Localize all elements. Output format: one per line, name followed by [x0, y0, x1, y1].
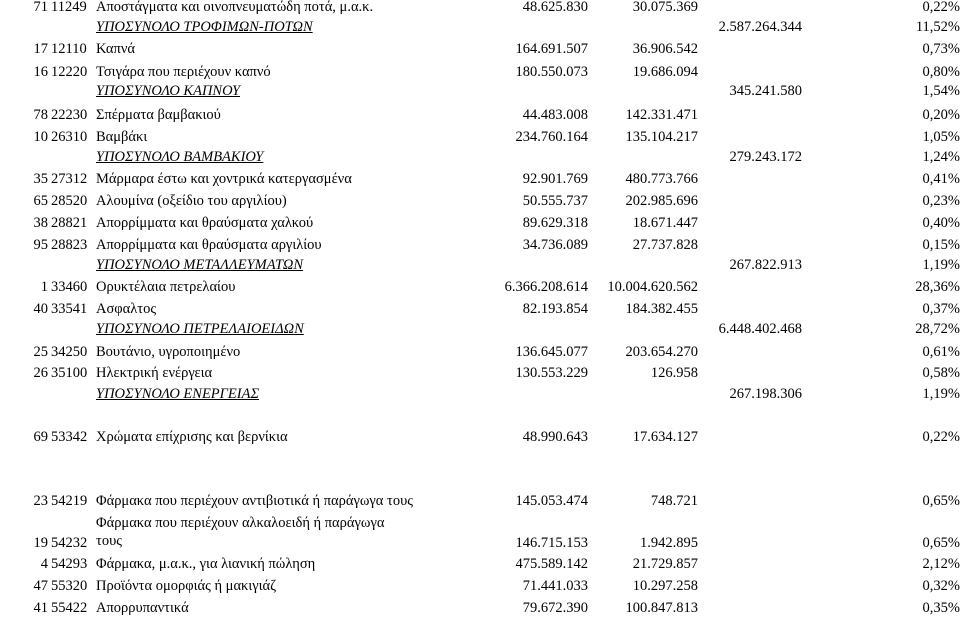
percent-cell: 1,24%	[922, 149, 960, 165]
rank-cell: 1	[40, 279, 48, 295]
table-row	[0, 190, 960, 212]
table-row	[0, 575, 960, 597]
value-2-cell: 1.942.895	[640, 535, 698, 551]
code-cell: 28520	[51, 193, 88, 209]
code-cell: 33541	[51, 301, 88, 317]
table-row	[0, 426, 960, 448]
table-row	[0, 490, 960, 512]
description-line: Φάρμακα που περιέχουν αλκαλοειδή ή παράγωγα	[96, 515, 385, 531]
code-cell: 12220	[51, 64, 88, 80]
value-2-cell: 10.297.258	[632, 578, 698, 594]
table-row	[0, 362, 960, 384]
subtotal-label: ΥΠΟΣΥΝΟΛΟ ΜΕΤΑΛΛΕΥΜΑΤΩΝ	[96, 257, 303, 273]
description-cell: Ηλεκτρική ενέργεια	[96, 365, 213, 381]
value-2-cell: 184.382.455	[625, 301, 698, 317]
table-row	[0, 276, 960, 298]
value-2-cell: 36.906.542	[632, 41, 698, 57]
value-1-cell: 89.629.318	[522, 215, 588, 231]
value-2-cell: 27.737.828	[632, 237, 698, 253]
code-cell: 54293	[51, 556, 88, 572]
code-cell: 33460	[51, 279, 88, 295]
code-cell: 12110	[51, 41, 87, 57]
value-1-cell: 48.625.830	[522, 0, 588, 15]
value-2-cell: 135.104.217	[625, 129, 698, 145]
rank-cell: 40	[33, 301, 48, 317]
value-1-cell: 136.645.077	[515, 344, 588, 360]
description-cell	[96, 514, 384, 550]
description-cell: Χρώματα επίχρισης και βερνίκια	[96, 429, 288, 445]
rank-cell: 47	[33, 578, 48, 594]
description-cell: Μάρμαρα έστω και χοντρικά κατεργασμένα	[96, 171, 352, 187]
value-1-cell: 146.715.153	[515, 535, 588, 551]
table-row	[0, 341, 960, 363]
table-row	[0, 38, 960, 60]
percent-cell: 1,19%	[922, 386, 960, 402]
subtotal-label: ΥΠΟΣΥΝΟΛΟ ΒΑΜΒΑΚΙΟΥ	[96, 149, 264, 165]
rank-cell: 69	[33, 429, 48, 445]
subtotal-value: 6.448.402.468	[718, 321, 802, 337]
description-cell: Τσιγάρα που περιέχουν καπνό	[96, 64, 271, 80]
description-cell: Αλουμίνα (οξείδιο του αργιλίου)	[96, 193, 287, 209]
code-cell: 34250	[51, 344, 88, 360]
rank-cell: 16	[33, 64, 48, 80]
rank-cell: 25	[33, 344, 48, 360]
table-row	[0, 234, 960, 256]
subtotal-value: 279.243.172	[729, 149, 802, 165]
table-row	[0, 212, 960, 234]
rank-cell: 23	[33, 493, 48, 509]
percent-cell: 0,15%	[922, 237, 960, 253]
value-1-cell: 44.483.008	[522, 107, 588, 123]
value-2-cell: 30.075.369	[632, 0, 698, 15]
code-cell: 28823	[51, 237, 88, 253]
value-1-cell: 145.053.474	[515, 493, 588, 509]
value-1-cell: 234.760.164	[515, 129, 588, 145]
code-cell: 55320	[51, 578, 88, 594]
value-2-cell: 19.686.094	[632, 64, 698, 80]
value-1-cell: 475.589.142	[515, 556, 588, 572]
value-1-cell: 82.193.854	[522, 301, 588, 317]
rank-cell: 17	[33, 41, 48, 57]
value-1-cell: 92.901.769	[522, 171, 588, 187]
value-2-cell: 203.654.270	[625, 344, 698, 360]
rank-cell: 38	[33, 215, 48, 231]
subtotal-row	[0, 80, 960, 102]
percent-cell: 0,80%	[922, 64, 960, 80]
percent-cell: 1,05%	[922, 129, 960, 145]
percent-cell: 11,52%	[915, 19, 960, 35]
value-2-cell: 100.847.813	[625, 600, 698, 616]
subtotal-label: ΥΠΟΣΥΝΟΛΟ ΚΑΠΝΟΥ	[96, 83, 241, 99]
subtotal-row	[0, 254, 960, 276]
description-cell: Ασφαλτος	[96, 301, 157, 317]
code-cell: 27312	[51, 171, 88, 187]
description-cell: Φάρμακα, μ.α.κ., για λιανική πώληση	[96, 556, 316, 572]
value-1-cell: 79.672.390	[522, 600, 588, 616]
description-cell: Προϊόντα ομορφιάς ή μακιγιάζ	[96, 578, 277, 594]
percent-cell: 1,54%	[922, 83, 960, 99]
rank-cell: 19	[33, 535, 48, 551]
value-2-cell: 17.634.127	[632, 429, 698, 445]
value-1-cell: 130.553.229	[515, 365, 588, 381]
value-1-cell: 34.736.089	[522, 237, 588, 253]
description-cell: Σπέρματα βαμβακιού	[96, 107, 221, 123]
value-1-cell: 180.550.073	[515, 64, 588, 80]
rank-cell: 41	[33, 600, 48, 616]
description-cell: Βαμβάκι	[96, 129, 148, 145]
rank-cell: 4	[40, 556, 48, 572]
percent-cell: 0,65%	[922, 493, 960, 509]
percent-cell: 0,37%	[922, 301, 960, 317]
code-cell: 28821	[51, 215, 88, 231]
table-row	[0, 104, 960, 126]
subtotal-value: 267.822.913	[729, 257, 802, 273]
value-2-cell: 748.721	[650, 493, 698, 509]
value-2-cell: 126.958	[650, 365, 698, 381]
percent-cell: 0,65%	[922, 535, 960, 551]
value-2-cell: 480.773.766	[625, 171, 698, 187]
table-row	[0, 597, 960, 619]
value-1-cell: 71.441.033	[522, 578, 588, 594]
rank-cell: 26	[33, 365, 48, 381]
value-2-cell: 10.004.620.562	[607, 279, 698, 295]
subtotal-value: 267.198.306	[729, 386, 802, 402]
percent-cell: 0,20%	[922, 107, 960, 123]
subtotal-row	[0, 318, 960, 340]
table-row	[0, 168, 960, 190]
description-line: τους	[96, 533, 122, 549]
description-cell: Βουτάνιο, υγροποιημένο	[96, 344, 241, 360]
description-cell: Ορυκτέλαια πετρελαίου	[96, 279, 236, 295]
subtotal-row	[0, 16, 960, 38]
code-cell: 22230	[51, 107, 88, 123]
percent-cell: 0,22%	[922, 429, 960, 445]
percent-cell: 0,23%	[922, 193, 960, 209]
rank-cell: 65	[33, 193, 48, 209]
rank-cell: 10	[33, 129, 48, 145]
percent-cell: 28,36%	[915, 279, 960, 295]
value-2-cell: 18.671.447	[632, 215, 698, 231]
value-1-cell: 164.691.507	[515, 41, 588, 57]
description-cell: Αποστάγματα και οινοπνευματώδη ποτά, μ.α.κ.	[96, 0, 374, 15]
rank-cell: 71	[33, 0, 48, 15]
percent-cell: 0,22%	[922, 0, 960, 15]
description-cell: Απορρυπαντικά	[96, 600, 189, 616]
code-cell: 54219	[51, 493, 88, 509]
percent-cell: 1,19%	[922, 257, 960, 273]
percent-cell: 0,73%	[922, 41, 960, 57]
percent-cell: 0,58%	[922, 365, 960, 381]
percent-cell: 0,35%	[922, 600, 960, 616]
code-cell: 54232	[51, 535, 88, 551]
subtotal-value: 2.587.264.344	[718, 19, 802, 35]
subtotal-label: ΥΠΟΣΥΝΟΛΟ ΤΡΟΦΙΜΩΝ-ΠΟΤΩΝ	[96, 19, 313, 35]
description-cell: Απορρίμματα και θραύσματα αργιλίου	[96, 237, 322, 253]
description-cell: Καπνά	[96, 41, 136, 57]
percent-cell: 2,12%	[922, 556, 960, 572]
subtotal-label: ΥΠΟΣΥΝΟΛΟ ΕΝΕΡΓΕΙΑΣ	[96, 386, 260, 402]
subtotal-value: 345.241.580	[729, 83, 802, 99]
description-cell: Απορρίμματα και θραύσματα χαλκού	[96, 215, 314, 231]
table-row	[0, 514, 960, 554]
table-row	[0, 553, 960, 575]
percent-cell: 0,40%	[922, 215, 960, 231]
value-2-cell: 142.331.471	[625, 107, 698, 123]
value-2-cell: 202.985.696	[625, 193, 698, 209]
rank-cell: 35	[33, 171, 48, 187]
value-2-cell: 21.729.857	[632, 556, 698, 572]
percent-cell: 0,32%	[922, 578, 960, 594]
code-cell: 26310	[51, 129, 88, 145]
code-cell: 35100	[51, 365, 88, 381]
table-row	[0, 126, 960, 148]
code-cell: 53342	[51, 429, 88, 445]
value-1-cell: 48.990.643	[522, 429, 588, 445]
rank-cell: 78	[33, 107, 48, 123]
code-cell: 11249	[51, 0, 87, 15]
percent-cell: 0,61%	[922, 344, 960, 360]
value-1-cell: 50.555.737	[522, 193, 588, 209]
table-row	[0, 298, 960, 320]
rank-cell: 95	[33, 237, 48, 253]
subtotal-row	[0, 383, 960, 405]
description-cell: Φάρμακα που περιέχουν αντιβιοτικά ή παράγωγα τους	[96, 493, 414, 509]
subtotal-label: ΥΠΟΣΥΝΟΛΟ ΠΕΤΡΕΛΑΙΟΕΙΔΩΝ	[96, 321, 304, 337]
code-cell: 55422	[51, 600, 88, 616]
subtotal-row	[0, 146, 960, 168]
percent-cell: 28,72%	[915, 321, 960, 337]
percent-cell: 0,41%	[922, 171, 960, 187]
value-1-cell: 6.366.208.614	[504, 279, 588, 295]
